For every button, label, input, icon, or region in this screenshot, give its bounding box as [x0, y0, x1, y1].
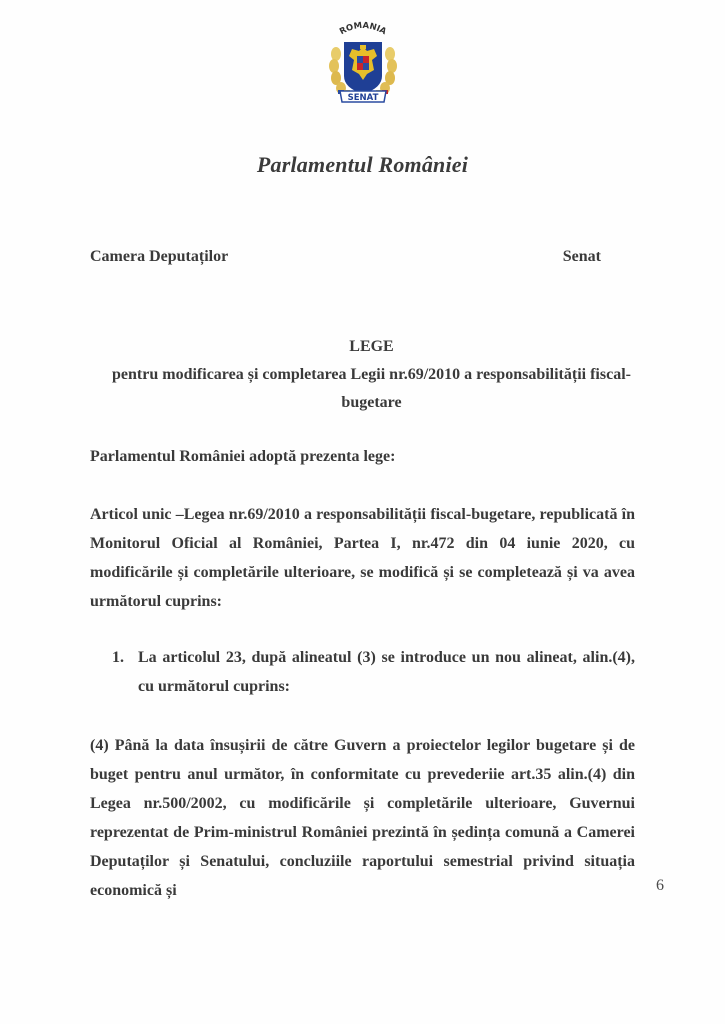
- list-item-text: La articolul 23, după alineatul (3) se introduce un nou alineat, alin.(4), cu următorul cuprins:: [138, 649, 635, 695]
- list-item: [112, 643, 635, 701]
- article-paragraph: Articol unic –Legea nr.69/2010 a responsabilității fiscal-bugetare, republicată în Monitorul Oficial al României, Partea I, nr.472 din 04 iunie 2020, cu modificările și completările ulterioare, se modifică și se completează și va avea următorul cuprins:: [90, 506, 635, 610]
- senate-logo: [322, 14, 404, 106]
- wreath-right-icon: [380, 47, 397, 94]
- adoption-statement: Parlamentul României adoptă prezenta lege:: [90, 448, 396, 465]
- senate-coat-of-arms-icon: [322, 14, 404, 106]
- alineat-paragraph: (4) Până la data însușirii de către Guvern a proiectelor legilor bugetare și de buget pentru anul următor, în conformitate cu prevederiie art.35 alin.(4) din Legea nr.500/2002, cu modificările și completările ulterioare, Guvernui reprezentat de Prim-ministrul României prezintă în ședința comună a Camerei Deputaților și Senatului, concluziile raportului semestrial privind situația economică și: [90, 737, 635, 899]
- chambers-row: [90, 248, 601, 266]
- law-subtitle: pentru modificarea și completarea Legii nr.69/2010 a responsabilității fiscal-bugetare: [112, 366, 631, 411]
- right-chamber-label: Senat: [562, 248, 601, 265]
- document-title: Parlamentul României: [256, 152, 469, 177]
- page-number: 6: [656, 877, 664, 894]
- law-heading-block: [90, 333, 653, 417]
- left-chamber-label: Camera Deputaților: [90, 248, 229, 265]
- list-item-number: 1.: [112, 649, 124, 666]
- law-heading: LEGE: [349, 338, 394, 355]
- logo-banner-text: SENAT: [347, 93, 379, 103]
- wreath-left-icon: [329, 47, 346, 94]
- logo-arc-text: ROMANIA: [338, 20, 388, 38]
